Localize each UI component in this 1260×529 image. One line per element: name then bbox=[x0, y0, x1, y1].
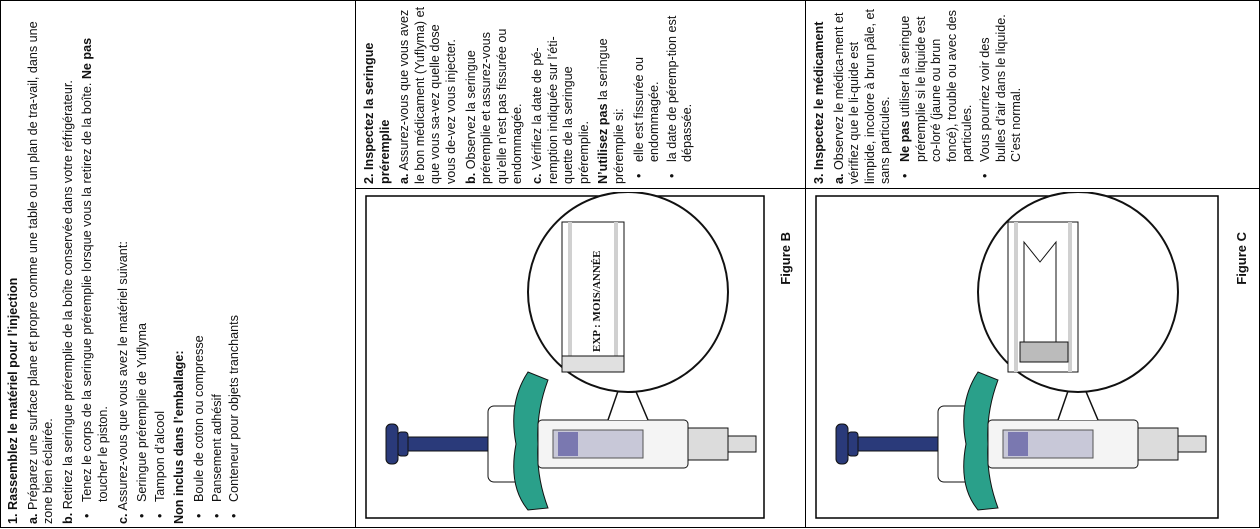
section2-text bbox=[362, 6, 800, 184]
syringe-illustration-c bbox=[808, 192, 1256, 524]
list-item: • Vous pourriez voir des bulles d’air dans le liquide. C’est normal. bbox=[978, 6, 1025, 162]
figure-c-label: Figure C bbox=[1234, 232, 1249, 285]
section1-step-c: c. Assurez-vous que vous avez le matériel suivant: bbox=[115, 241, 130, 524]
expiry-zoom-circle bbox=[528, 192, 728, 392]
section3-title: 3. Inspectez le médicament bbox=[812, 21, 826, 184]
section2-step-b: b. Observez la seringue préremplie et assurez-vous qu’elle n’est pas fissurée ou endommagée. bbox=[463, 28, 525, 184]
not-included-heading: Non inclus dans l’emballage: bbox=[172, 350, 187, 524]
section1-b-list bbox=[80, 8, 111, 524]
list-item: • elle est fissurée ou endommagée. bbox=[632, 6, 663, 162]
expiry-label: EXP : MOIS/ANNÉE bbox=[591, 250, 603, 352]
syringe-drawing bbox=[386, 368, 756, 510]
row-divider-2 bbox=[355, 188, 805, 189]
column-divider-1 bbox=[355, 0, 356, 528]
list-item: • Ne pas utiliser la seringue préremplie si le liquide est co-loré (jaune ou brun foncé), trouble ou avec des particules. bbox=[898, 6, 976, 162]
section1-title: 1. Rassemblez le matériel pour l’injection bbox=[6, 277, 20, 524]
section3-list bbox=[898, 6, 1025, 184]
figure-c bbox=[808, 192, 1256, 524]
column-divider-2 bbox=[805, 0, 806, 528]
list-item: • Tenez le corps de la seringue préremplie lorsque vous la retirez de la boîte. Ne pas toucher le piston. bbox=[80, 8, 111, 502]
section1-c-list bbox=[135, 8, 168, 524]
list-item: • la date de péremp-tion est dépassée. bbox=[665, 6, 696, 162]
list-item: • Boule de coton ou compresse bbox=[192, 8, 208, 502]
list-item: • Tampon d’alcool bbox=[153, 8, 169, 502]
section2-list bbox=[632, 6, 696, 184]
list-item: • Seringue préremplie de Yuflyma bbox=[135, 8, 151, 502]
section3-step-a: a. Observez le médica-ment et vérifiez que le li-quide est limpide, incolore à brun pâle, et sans particules. bbox=[831, 8, 893, 184]
section1-step-a: a. Préparez une surface plane et propre comme une table ou un plan de tra-vail, dans une zone bien éclairée. bbox=[25, 21, 56, 524]
section2-title: 2. Inspectez la seringue préremplie bbox=[362, 42, 392, 184]
list-item: • Pansement adhésif bbox=[210, 8, 226, 502]
liquid-zoom-circle bbox=[978, 192, 1178, 392]
section3-text bbox=[812, 6, 1252, 184]
table-border-left bbox=[0, 0, 1, 528]
not-included-list bbox=[192, 8, 243, 524]
section2-step-a: a. Assurez-vous que vous avez le bon médicament (Yuflyma) et que vous sa-vez quelle dose vous de-vez vous injecter. bbox=[397, 6, 458, 184]
syringe-drawing bbox=[836, 368, 1206, 510]
section1-text bbox=[6, 8, 352, 524]
figure-b bbox=[358, 192, 802, 524]
section1-step-b: b. Retirez la seringue préremplie de la boîte conservée dans votre réfrigérateur. bbox=[60, 80, 75, 524]
row-divider-3 bbox=[805, 188, 1259, 189]
section2-warning: N’utilisez pas la seringue préremplie si: bbox=[596, 38, 626, 184]
list-item: • Conteneur pour objets tranchants bbox=[227, 8, 243, 502]
section2-step-c: c. Vérifiez la date de pé-remption indiquée sur l’éti-quette de la seringue préremplie. bbox=[529, 36, 591, 184]
table-border-top bbox=[0, 0, 1260, 1]
syringe-illustration-b bbox=[358, 192, 802, 524]
figure-b-label: Figure B bbox=[778, 232, 793, 285]
